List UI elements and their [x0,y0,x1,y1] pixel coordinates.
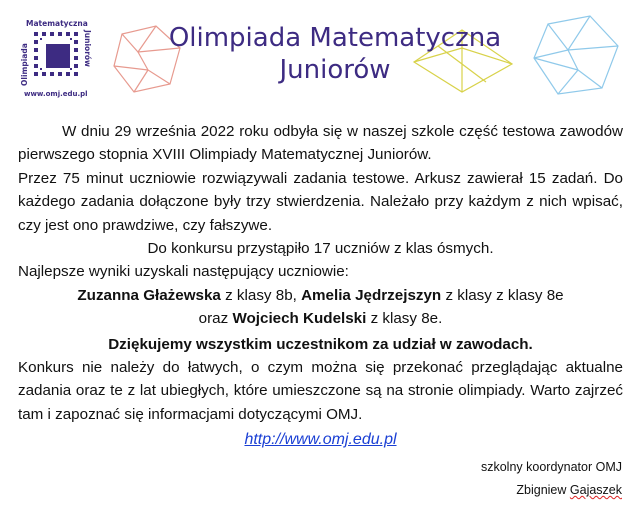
polyhedron-blue-decoration [528,10,626,100]
signature [402,456,622,502]
winner-name: Zuzanna Głażewska [77,286,221,304]
omj-logo [18,16,100,98]
article-body [18,120,623,452]
svg-text:Juniorów: Juniorów [83,30,92,67]
winner-name: Wojciech Kudelski [232,310,367,328]
winners-line-2 [18,307,623,330]
winners-line-1 [18,284,623,307]
paragraph-test-info: Przez 75 minut uczniowie rozwiązywali zadania testowe. Arkusz zawierał 15 zadań. Do każdego zadania dołączone były trzy stwierdzenia. Należało przy każdym z nich wpisać, czy jest ono prawdziwe, czy fałszywe. [18,169,623,234]
signature-name [402,479,622,502]
signature-role: szkolny koordynator OMJ [480,460,622,474]
signature-first-name: Zbigniew [516,483,570,497]
paragraph-intro: W dniu 29 września 2022 roku odbyła się w naszej szkole część testowa zawodów pierwszego stopnia XVIII Olimpiady Matematycznej Juniorów. [18,123,623,164]
winner-name: Amelia Jędrzejszyn [301,286,442,304]
header [0,0,640,105]
svg-text:www.omj.edu.pl: www.omj.edu.pl [24,90,88,98]
olympiad-title-line2: Juniorów [279,55,391,85]
winner-class: z klasy z klasy 8e [441,286,564,304]
paragraph-participants: Do konkursu przystąpiło 17 uczniów z klas ósmych. [147,240,494,258]
omj-website-link[interactable]: http://www.omj.edu.pl [244,431,397,449]
winner-class: z klasy 8e. [366,310,443,328]
paragraph-best-results: Najlepsze wyniki uzyskali następujący uczniowie: [18,263,349,281]
svg-text:Olimpiada: Olimpiada [20,43,29,86]
olympiad-title [150,22,520,86]
winner-class: z klasy 8b, [220,286,302,304]
svg-text:Matematyczna: Matematyczna [26,19,88,28]
thanks-line: Dziękujemy wszystkim uczestnikom za udział w zawodach. [108,335,533,353]
olympiad-title-line1: Olimpiada Matematyczna [168,23,502,53]
link-line [18,428,623,451]
signature-last-name: Gajaszek [569,483,622,497]
paragraph-encouragement: Konkurs nie należy do łatwych, o czym można się przekonać przeglądając aktualne zadania oraz te z lat ubiegłych, które umieszczone są na stronie olimpiady. Warto zajrzeć tam i zapoznać się informacjami dotyczącymi OMJ. [18,359,623,423]
winner-prefix: oraz [198,310,233,328]
